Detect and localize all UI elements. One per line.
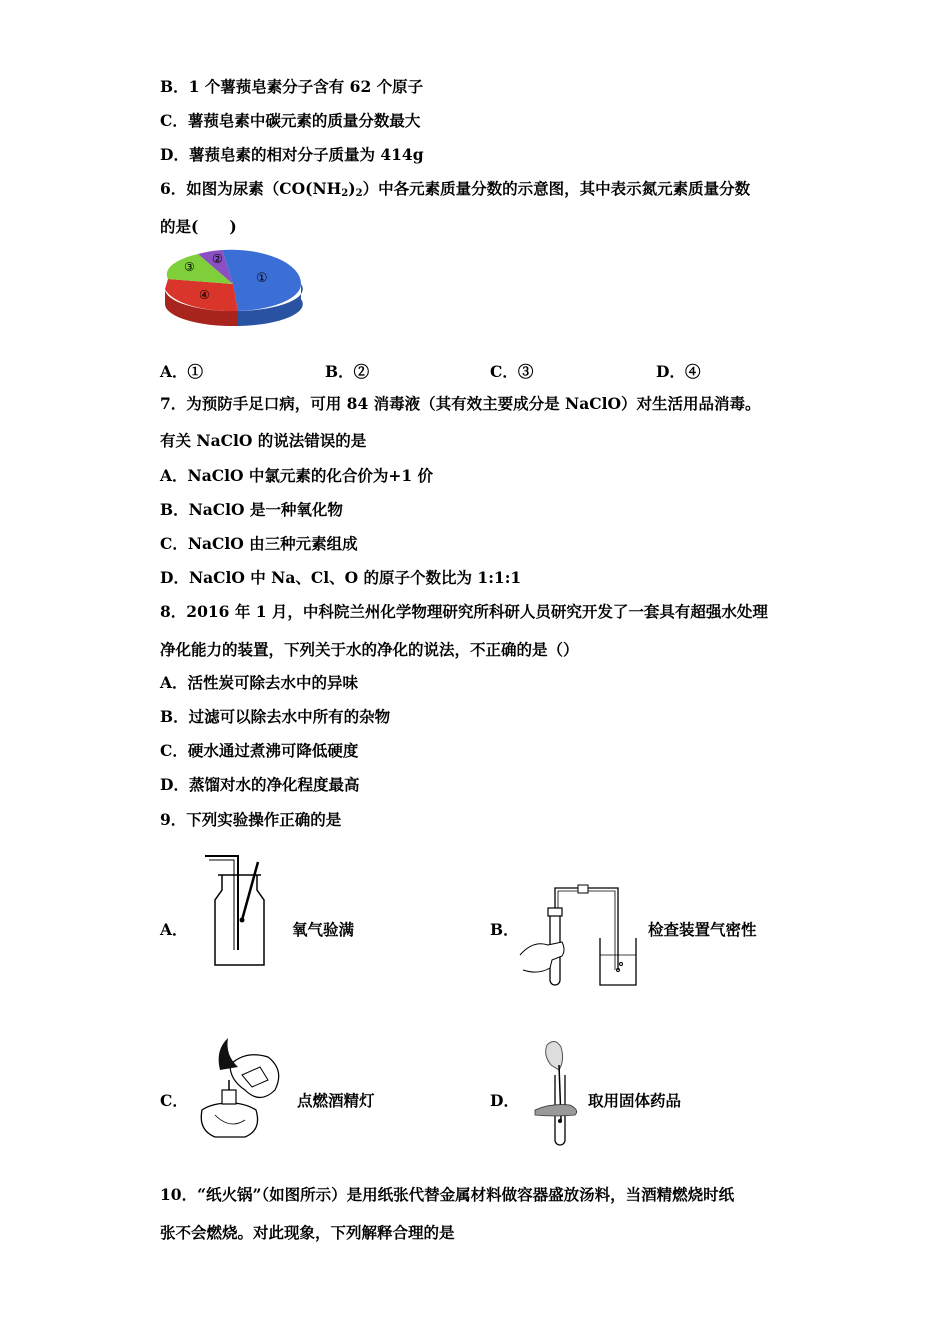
airtightness-check-figure [518,880,638,990]
q9-option-a-letter: A． [160,920,188,939]
q9-option-d-letter: D． [490,1091,519,1110]
q6-option-b: B．② [325,362,370,381]
q5-option-d: D．薯蓣皂素的相对分子质量为 414g [160,145,424,164]
q6-stem-line1: 6．如图为尿素$(CO(NH_2)_2)$中各元素质量分数的示意图，其中表示氮元素质量分数 [160,179,751,199]
q8-option-a: A．活性炭可除去水中的异味 [160,673,359,692]
q6-option-c: C．③ [490,362,534,381]
q9-option-d-caption: 取用固体药品 [588,1091,682,1110]
q7-stem-line1: 7．为预防手足口病，可用 84 消毒液（其有效主要成分是 NaClO）对生活用品消毒。 [160,394,761,413]
urea-pie-chart [158,244,308,334]
q10-stem-line1: 10．“纸火锅”（如图所示）是用纸张代替金属材料做容器盛放汤料，当酒精燃烧时纸 [160,1185,735,1204]
take-solid-reagent-figure [525,1035,585,1150]
pie-label-1: ① [256,271,268,286]
q8-option-c: C．硬水通过煮沸可降低硬度 [160,741,359,760]
q10-stem-line2: 张不会燃烧。对此现象，下列解释合理的是 [160,1223,455,1242]
q9-option-c-caption: 点燃酒精灯 [297,1091,375,1110]
q6-option-a: A．① [160,362,204,381]
light-alcohol-lamp-figure [190,1035,290,1145]
q8-option-b: B．过滤可以除去水中所有的杂物 [160,707,391,726]
q6-option-d: D．④ [656,362,701,381]
q9-option-b-caption: 检查装置气密性 [648,920,757,939]
q7-option-c: C．NaClO 由三种元素组成 [160,534,358,553]
q7-option-d: D．NaClO 中 Na、Cl、O 的原子个数比为 1:1:1 [160,568,522,587]
q7-stem-line2: 有关 NaClO 的说法错误的是 [160,431,367,450]
q5-option-c: C．薯蓣皂素中碳元素的质量分数最大 [160,111,421,130]
q8-stem-line1: 8．2016 年 1 月，中科院兰州化学物理研究所科研人员研究开发了一套具有超强水处理 [160,602,768,621]
q8-stem-line2: 净化能力的装置，下列关于水的净化的说法，不正确的是（） [160,640,579,659]
q8-option-d: D．蒸馏对水的净化程度最高 [160,775,360,794]
pie-label-3: ③ [184,260,195,274]
q9-option-a-caption: 氧气验满 [292,920,355,939]
q6-stem-line2: 的是( ) [160,217,237,236]
pie-label-4: ④ [199,288,210,302]
pie-label-2: ② [212,252,223,266]
oxygen-full-test-figure [200,850,275,970]
q9-option-c-letter: C． [160,1091,188,1110]
q9-stem: 9．下列实验操作正确的是 [160,810,342,829]
q9-option-b-letter: B． [490,920,519,939]
q7-option-b: B．NaClO 是一种氧化物 [160,500,343,519]
q7-option-a: A．NaClO 中氯元素的化合价为+1 价 [160,466,434,485]
q5-option-b: B．1 个薯蓣皂素分子含有 62 个原子 [160,77,424,96]
